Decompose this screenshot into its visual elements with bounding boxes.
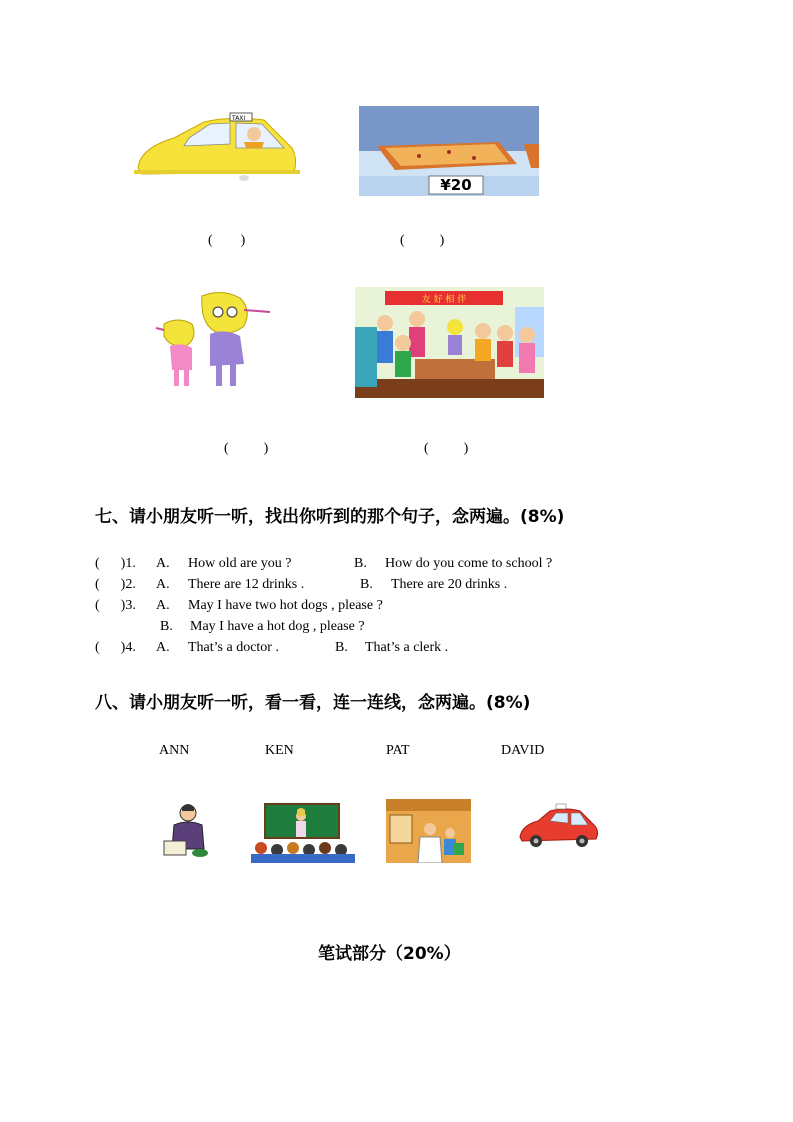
- red-taxi-image[interactable]: [516, 803, 600, 851]
- answer-blank-3[interactable]: ( ): [224, 441, 269, 456]
- question-3-option-b: May I have a hot dog , please ?: [190, 619, 365, 634]
- question-2-option-a: There are 12 drinks .: [188, 577, 305, 592]
- name-ann[interactable]: ANN: [159, 743, 190, 758]
- question-4-number[interactable]: ( )4.: [95, 640, 136, 655]
- question-1-a-label: A.: [156, 556, 170, 571]
- price-tag-label: ¥20: [440, 176, 472, 194]
- question-3-option-a: May I have two hot dogs , please ?: [188, 598, 383, 613]
- question-4: [95, 640, 695, 660]
- question-1-option-b: How do you come to school ?: [385, 556, 553, 571]
- answer-blank-2[interactable]: ( ): [400, 233, 445, 248]
- pizza-price-image: [359, 106, 539, 196]
- question-3-a-label: A.: [156, 598, 170, 613]
- clerk-image[interactable]: [162, 801, 210, 859]
- question-4-b-label: B.: [335, 640, 348, 655]
- question-3-b-label: B.: [160, 619, 173, 634]
- question-2-number[interactable]: ( )2.: [95, 577, 136, 592]
- question-3: [95, 598, 695, 640]
- question-1-option-a: How old are you ?: [188, 556, 292, 571]
- question-2-b-label: B.: [360, 577, 373, 592]
- doctor-image[interactable]: [386, 799, 471, 863]
- taxi-image: [134, 108, 300, 183]
- question-1-b-label: B.: [354, 556, 367, 571]
- name-ken[interactable]: KEN: [265, 743, 294, 758]
- answer-blank-1[interactable]: ( ): [208, 233, 246, 248]
- section-8-heading: 八、请小朋友听一听，看一看，连一连线，念两遍。(8%): [95, 693, 531, 713]
- question-1: [95, 556, 695, 576]
- question-3-number[interactable]: ( )3.: [95, 598, 136, 613]
- written-part-title: 笔试部分（20%）: [318, 944, 461, 964]
- question-4-option-a: That’s a doctor .: [188, 640, 279, 655]
- question-2-option-b: There are 20 drinks .: [391, 577, 508, 592]
- question-4-a-label: A.: [156, 640, 170, 655]
- answer-blank-4[interactable]: ( ): [424, 441, 469, 456]
- question-2-a-label: A.: [156, 577, 170, 592]
- name-pat[interactable]: PAT: [386, 743, 410, 758]
- teacher-classroom-image[interactable]: [251, 802, 355, 863]
- name-david[interactable]: DAVID: [501, 743, 545, 758]
- alien-friends-image: [152, 288, 274, 390]
- banner-label: 友 好 相 伴: [421, 295, 467, 305]
- question-2: [95, 577, 695, 597]
- question-4-option-b: That’s a clerk .: [365, 640, 449, 655]
- svg-text:TAXI: TAXI: [232, 115, 246, 122]
- family-party-image: [355, 287, 544, 398]
- question-1-number[interactable]: ( )1.: [95, 556, 136, 571]
- section-7-heading: 七、请小朋友听一听，找出你听到的那个句子，念两遍。(8%): [95, 507, 565, 527]
